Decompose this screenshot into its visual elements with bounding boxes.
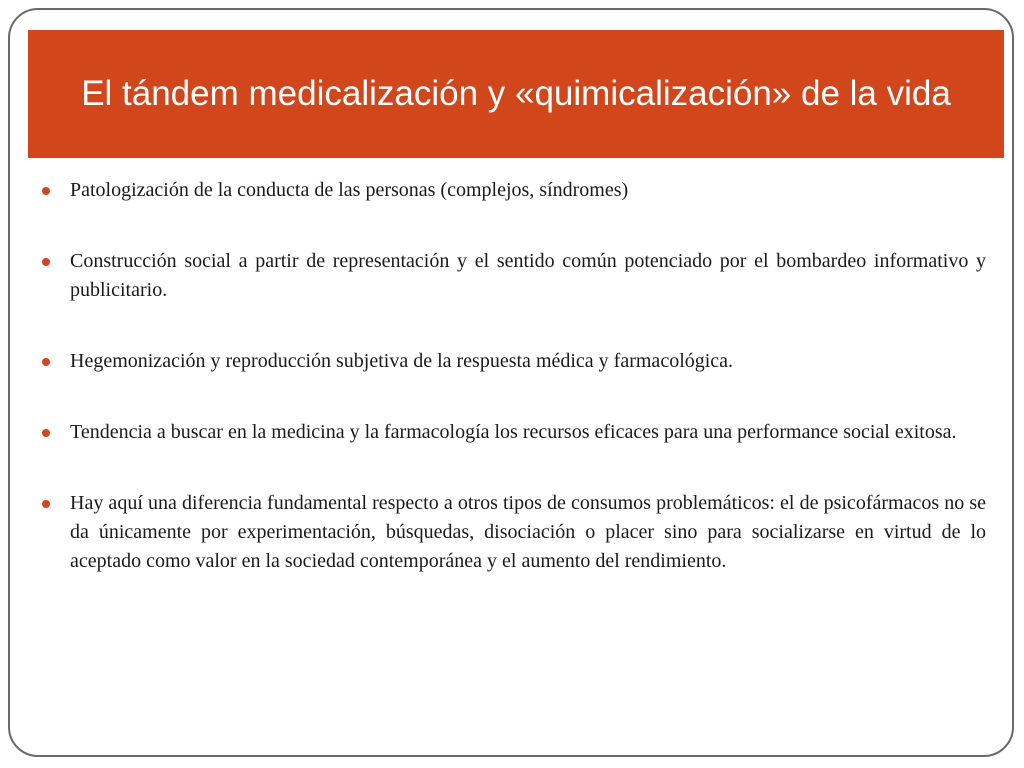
bullet-item	[40, 489, 986, 576]
bullet-item	[40, 347, 986, 376]
bullet-dot-icon	[42, 500, 50, 508]
bullet-item	[40, 418, 986, 447]
bullet-item	[40, 247, 986, 305]
bullet-list	[40, 176, 986, 618]
slide-title: El tándem medicalización y «quimicalización» de la vida	[81, 74, 951, 113]
bullet-dot-icon	[42, 358, 50, 366]
bullet-text: Construcción social a partir de representación y el sentido común potenciado por el bombardeo informativo y publicitario.	[70, 250, 986, 301]
title-banner	[28, 30, 1004, 158]
bullet-dot-icon	[42, 429, 50, 437]
bullet-dot-icon	[42, 258, 50, 266]
bullet-dot-icon	[42, 187, 50, 195]
bullet-text: Tendencia a buscar en la medicina y la farmacología los recursos eficaces para una performance social exitosa.	[70, 421, 957, 443]
bullet-item	[40, 176, 986, 205]
bullet-text: Patologización de la conducta de las personas (complejos, síndromes)	[70, 179, 629, 201]
bullet-text: Hay aquí una diferencia fundamental respecto a otros tipos de consumos problemáticos: el de psicofármacos no se da únicamente por experimentación, búsquedas, disociación o placer sino para socializarse en virtud de lo aceptado como valor en la sociedad contemporánea y el aumento del rendimiento.	[70, 492, 986, 572]
bullet-text: Hegemonización y reproducción subjetiva de la respuesta médica y farmacológica.	[70, 350, 734, 372]
